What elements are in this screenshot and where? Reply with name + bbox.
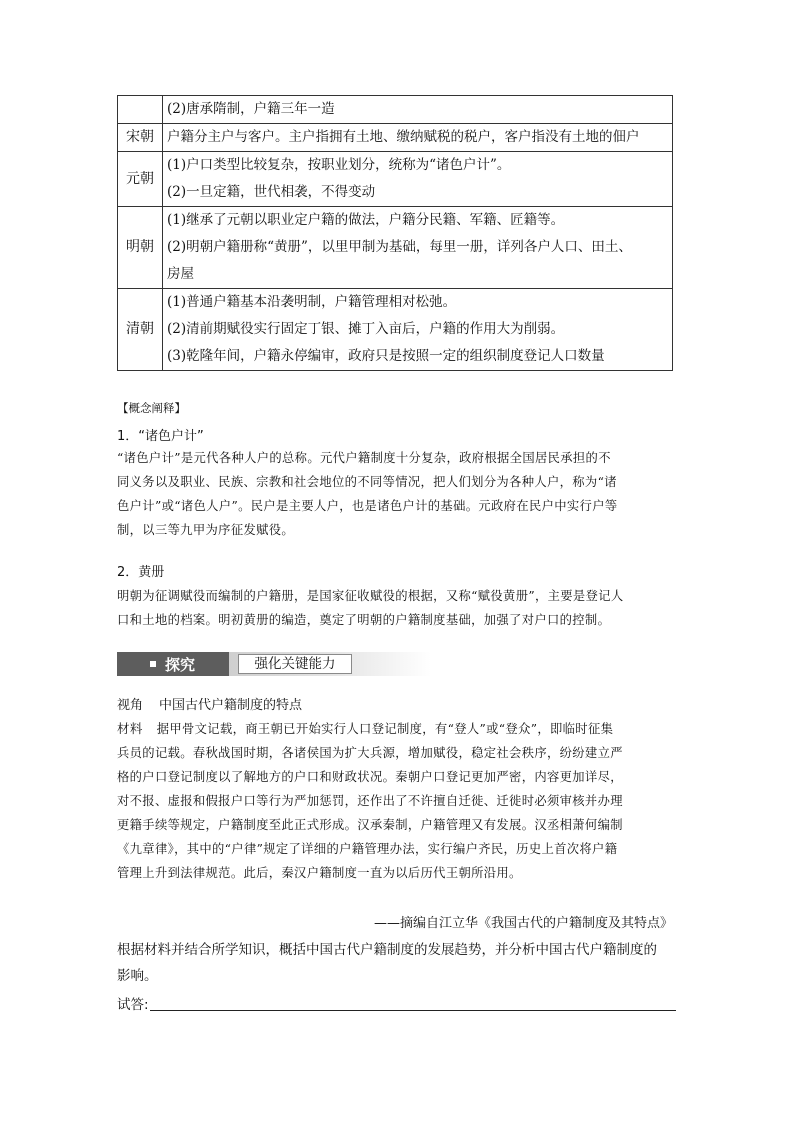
material-line: 据甲骨文记载，商王朝已开始实行人口登记制度，有“登人”或“登众”，即临时征集 xyxy=(156,722,614,736)
concept-heading: 【概念阐释】 xyxy=(117,401,186,415)
concept-item1-line: 同义务以及职业、民族、宗教和社会地位的不同等情况，把人们划分为各种人户，称为“诸 xyxy=(117,475,617,489)
content-cell xyxy=(163,96,673,124)
content-line: (1)继承了元朝以职业定户籍的做法，户籍分民籍、军籍、匠籍等。 xyxy=(167,212,565,228)
content-cell xyxy=(163,124,673,152)
content-line: 户籍分主户与客户。主户指拥有土地、缴纳赋税的税户，客户指没有土地的佃户 xyxy=(167,129,640,145)
concept-item2-text xyxy=(117,584,677,632)
question-line: 影响。 xyxy=(117,968,158,984)
square-bullet-icon xyxy=(150,661,156,667)
answer-input-line[interactable] xyxy=(150,1010,676,1011)
content-cell xyxy=(163,152,673,207)
dynasty-cell xyxy=(118,96,163,124)
material-line: 管理上升到法律规范。此后，秦汉户籍制度一直为以后历代王朝所沿用。 xyxy=(117,866,522,880)
table-row xyxy=(118,207,673,289)
material-line: 更籍手续等规定，户籍制度至此正式形成。汉承秦制，户籍管理又有发展。汉丞相萧何编制 xyxy=(117,818,623,832)
question-line: 根据材料并结合所学知识，概括中国古代户籍制度的发展趋势，并分析中国古代户籍制度的 xyxy=(117,942,657,958)
table-row xyxy=(118,124,673,152)
concept-item1-title: 1．“诸色户计” xyxy=(117,429,204,444)
concept-item1-line: 色户计”或“诸色人户”。民户是主要人户，也是诸色户计的基础。元政府在民户中实行户等 xyxy=(117,499,618,513)
view-label: 视角 xyxy=(117,698,144,713)
answer-label: 试答: xyxy=(117,997,149,1013)
explore-box-label: 强化关键能力 xyxy=(254,656,336,672)
hukou-table xyxy=(117,95,673,371)
concept-item2-line: 口和土地的档案。明初黄册的编造，奠定了明朝的户籍制度基础，加强了对户口的控制。 xyxy=(117,613,611,627)
concept-item1-line: “诸色户计”是元代各种人户的总称。元代户籍制度十分复杂，政府根据全国居民承担的不 xyxy=(117,451,611,465)
view-heading xyxy=(117,694,302,713)
material-label: 材料 xyxy=(117,721,143,736)
view-title: 中国古代户籍制度的特点 xyxy=(159,698,303,713)
content-line: (1)户口类型比较复杂，按职业划分，统称为“诸色户计”。 xyxy=(167,157,511,173)
banner-label-box xyxy=(238,654,352,674)
table-row xyxy=(118,152,673,207)
concept-item1-line: 制，以三等九甲为序征发赋役。 xyxy=(117,523,295,537)
content-cell xyxy=(163,289,673,371)
question-text xyxy=(117,937,682,989)
material-line: 对不报、虚报和假报户口等行为严加惩罚，还作出了不许擅自迁徙、迁徙时必须审核并办理 xyxy=(117,794,623,808)
concept-item2-title: 2．黄册 xyxy=(117,565,165,580)
content-line: (3)乾隆年间，户籍永停编审，政府只是按照一定的组织制度登记人口数量 xyxy=(167,348,605,364)
material-line: 格的户口登记制度以了解地方的户口和财政状况。秦朝户口登记更加严密，内容更加详尽， xyxy=(117,770,623,784)
content-line: (2)明朝户籍册称“黄册”，以里甲制为基础，每里一册，详列各户人口、田土、 xyxy=(167,239,632,255)
content-line: (2)清前期赋役实行固定丁银、摊丁入亩后，户籍的作用大为削弱。 xyxy=(167,321,565,337)
hukou-table-body xyxy=(118,96,673,371)
table-row xyxy=(118,96,673,124)
explore-label: 探究 xyxy=(165,656,196,674)
content-cell xyxy=(163,207,673,289)
content-line: (2)一旦定籍，世代相袭，不得变动 xyxy=(167,184,376,200)
concept-item2-line: 明朝为征调赋役而编制的户籍册，是国家征收赋役的根据，又称“赋役黄册”，主要是登记人 xyxy=(117,589,624,603)
material-text xyxy=(117,717,677,885)
material-line: 兵员的记载。春秋战国时期，各诸侯国为扩大兵源，增加赋役，稳定社会秩序，纷纷建立严 xyxy=(117,746,623,760)
table-row xyxy=(118,289,673,371)
dynasty-cell: 元朝 xyxy=(118,152,163,207)
material-first-line xyxy=(117,717,677,741)
content-line: (2)唐承隋制，户籍三年一造 xyxy=(167,101,335,117)
material-source: ——摘编自江立华《我国古代的户籍制度及其特点》 xyxy=(373,916,673,931)
dynasty-cell: 明朝 xyxy=(118,207,163,289)
content-line: 房屋 xyxy=(167,266,194,282)
dynasty-cell: 清朝 xyxy=(118,289,163,371)
dynasty-cell: 宋朝 xyxy=(118,124,163,152)
material-line: 《九章律》，其中的“户律”规定了详细的户籍管理办法，实行编户齐民，历史上首次将户籍 xyxy=(117,842,618,856)
content-line: (1)普通户籍基本沿袭明制，户籍管理相对松弛。 xyxy=(167,294,457,310)
explore-section-banner xyxy=(117,652,431,676)
concept-item1-text xyxy=(117,446,677,542)
